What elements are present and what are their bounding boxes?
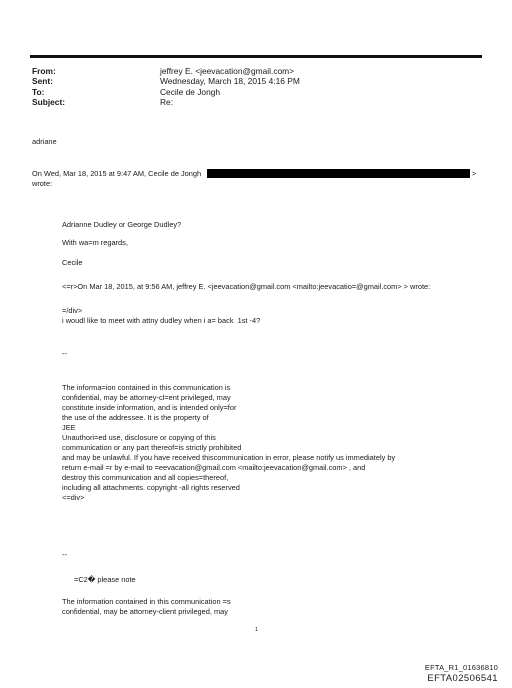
page-number: 1 [255,627,259,633]
quoted-on-line: <=r>On Mar 18, 2015, at 9:56 AM, jeffrey E. <jeevacation@gmail.com <mailto:jeevacatio=@gmail.com> > wrote: [62,282,431,291]
separator-dash: -- [62,550,67,559]
email-header [32,66,482,108]
to-row [32,87,482,97]
subject-label: Subject: [32,97,66,108]
quoted-regards: With wa=m regards, [62,238,128,247]
tail-line: The information contained in this communication =s [62,597,231,606]
disclaimer-line: JEE [62,423,76,432]
quoted-div: =/div> [62,306,83,315]
separator-dash: -- [62,349,67,358]
quote-intro-gt: > [472,169,477,178]
quoted-question: Adrianne Dudley or George Dudley? [62,220,182,229]
disclaimer-line: including all attachments. copyright -all rights reserved [62,483,240,492]
bates-number-1: EFTA_R1_01636810 [424,663,498,672]
disclaimer-line: destroy this communication and all copies=thereof, [62,473,229,482]
to-label: To: [32,86,45,97]
sent-label: Sent: [32,76,53,87]
quote-intro-wrote: wrote: [32,179,53,188]
subject-row [32,97,482,107]
please-note: =C2� please note [74,575,136,584]
redaction-bar [207,169,470,178]
quoted-message: i woudl like to meet with attny dudley when i a= back 1st -4? [62,316,261,325]
disclaimer-line: The informa=ion contained in this communication is [62,383,231,392]
disclaimer-line: return e-mail =r by e-mail to =eevacation@gmail.com <mailto:jeevacation@gmail.com> , and [62,463,366,472]
from-label: From: [32,66,56,76]
quoted-name: Cecile [62,258,83,267]
disclaimer-line: the use of the addressee. It is the property of [62,413,209,422]
to-value: Cecile de Jongh [160,86,221,97]
header-rule [30,55,482,58]
greeting: adriane [32,137,57,146]
tail-line: confidential, may be attorney-client privileged, may [62,607,228,616]
quote-intro: On Wed, Mar 18, 2015 at 9:47 AM, Cecile de Jongh [32,169,202,178]
sent-row [32,76,482,86]
disclaimer-line: Unauthori=ed use, disclosure or copying of this [62,433,216,442]
sent-value: Wednesday, March 18, 2015 4:16 PM [160,76,300,87]
from-value: jeffrey E. <jeevacation@gmail.com> [160,66,295,76]
disclaimer-line: <=div> [62,493,85,502]
disclaimer-line: communication or any part thereof=is strictly prohibited [62,443,242,452]
disclaimer-line: confidential, may be attorney-cl=ent privileged, may [62,393,231,402]
disclaimer-line: constitute inside information, and is intended only=for [62,403,237,412]
from-row [32,66,482,76]
disclaimer-line: and may be unlawful. If you have received thiscommunication in error, please notify us immediately by [62,453,396,462]
subject-value: Re: [160,97,174,108]
bates-number-2: EFTA02506541 [427,673,498,684]
